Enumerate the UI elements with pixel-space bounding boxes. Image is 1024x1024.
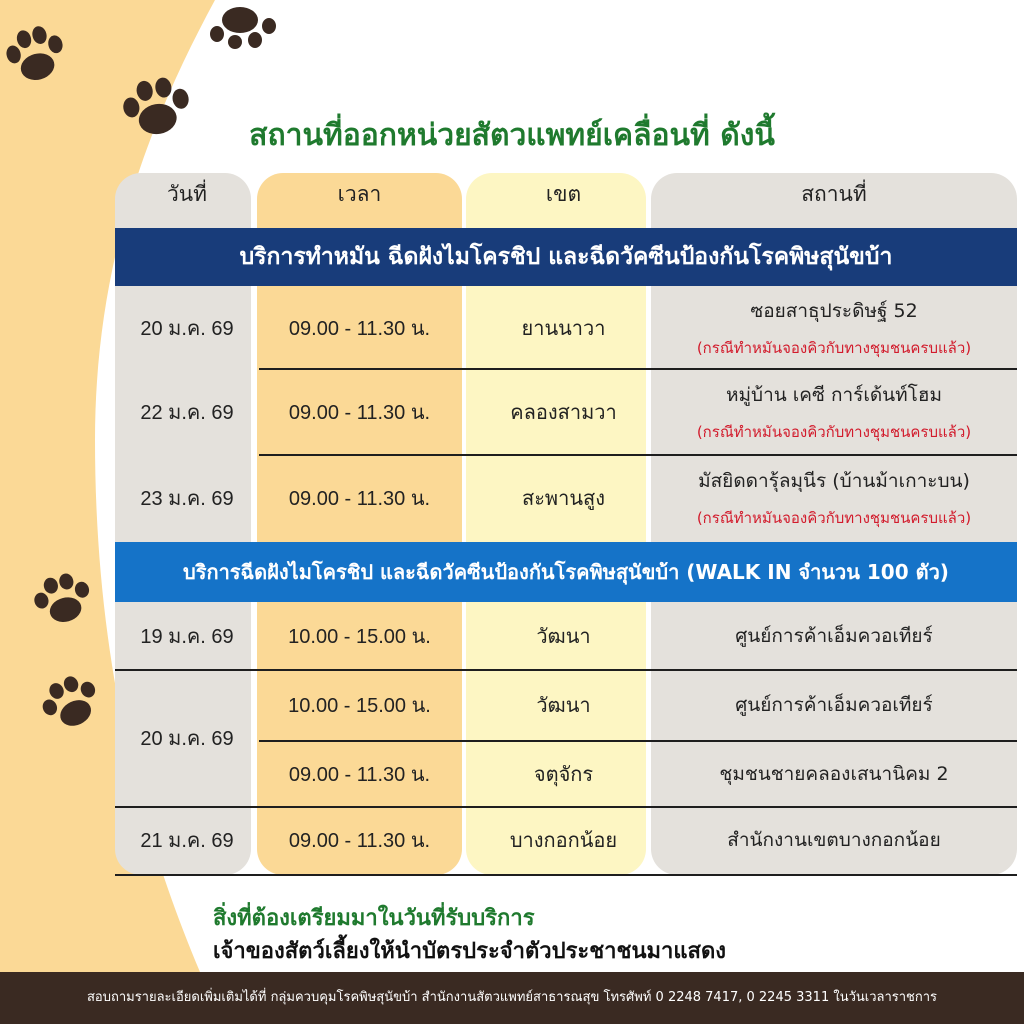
- place-name: มัสยิดดารุ้ลมุนีร (บ้านม้าเกาะบน): [698, 470, 970, 492]
- place-note: (กรณีทำหมันจองคิวกับทางชุมชนครบแล้ว): [696, 339, 972, 357]
- row-zone: บางกอกน้อย: [509, 828, 618, 852]
- row-date: 22 ม.ค. 69: [140, 402, 234, 424]
- row-time: 10.00 - 15.00 น.: [288, 626, 431, 648]
- row-zone: ยานนาวา: [521, 316, 606, 340]
- row-date: 20 ม.ค. 69: [140, 728, 234, 750]
- section1-title: บริการทำหมัน ฉีดฝังไมโครชิป และฉีดวัคซีนป้องกันโรคพิษสุนัขบ้า: [115, 228, 1017, 286]
- row-date: 21 ม.ค. 69: [140, 830, 234, 852]
- paw-print-icon: [205, 0, 280, 50]
- row-place: [651, 456, 1017, 540]
- row-time: 09.00 - 11.30 น.: [288, 764, 431, 786]
- row-place: [651, 370, 1017, 454]
- row-date: 20 ม.ค. 69: [140, 318, 234, 340]
- row-time: 09.00 - 11.30 น.: [288, 830, 431, 852]
- row-place: ศูนย์การค้าเอ็มควอเทียร์: [735, 625, 933, 647]
- row-time: 10.00 - 15.00 น.: [288, 695, 431, 717]
- row-time: 09.00 - 11.30 น.: [288, 488, 431, 510]
- paw-print-icon: [30, 570, 96, 630]
- row-zone: สะพานสูง: [521, 486, 605, 510]
- column-header-time: เวลา: [337, 182, 382, 206]
- row-place: ชุมชนชายคลองเสนานิคม 2: [719, 763, 949, 785]
- place-name: ซอยสาธุประดิษฐ์ 52: [750, 300, 918, 322]
- row-date: 19 ม.ค. 69: [140, 626, 234, 648]
- row-time: 09.00 - 11.30 น.: [288, 402, 431, 424]
- column-header-date: วันที่: [167, 182, 207, 206]
- place-note: (กรณีทำหมันจองคิวกับทางชุมชนครบแล้ว): [696, 423, 972, 441]
- prepare-title: สิ่งที่ต้องเตรียมมาในวันที่รับบริการ: [213, 906, 535, 931]
- row-place: [651, 288, 1017, 368]
- row-zone: วัฒนา: [536, 624, 591, 648]
- section2-title: บริการฉีดฝังไมโครชิป และฉีดวัคซีนป้องกันโรคพิษสุนัขบ้า (WALK IN จำนวน 100 ตัว): [115, 542, 1017, 602]
- row-place: ศูนย์การค้าเอ็มควอเทียร์: [735, 694, 933, 716]
- row-zone: จตุจักร: [533, 762, 594, 786]
- row-date: 23 ม.ค. 69: [140, 488, 234, 510]
- footer-contact: สอบถามรายละเอียดเพิ่มเติมได้ที่ กลุ่มควบคุมโรคพิษสุนัขบ้า สำนักงานสัตวแพทย์สาธารณสุข โทรศัพท์ 0 2248 7417, 0 2245 3311 ในวันเวลาราชการ: [0, 972, 1024, 1024]
- table-bottom-line: [115, 874, 1017, 876]
- prepare-text: เจ้าของสัตว์เลี้ยงให้นำบัตรประจำตัวประชาชนมาแสดง: [213, 939, 726, 964]
- row-time: 09.00 - 11.30 น.: [288, 318, 431, 340]
- row-zone: คลองสามวา: [510, 400, 617, 424]
- column-header-zone: เขต: [545, 182, 582, 206]
- paw-print-icon: [0, 22, 70, 92]
- row-zone: วัฒนา: [536, 693, 591, 717]
- page-title: สถานที่ออกหน่วยสัตวแพทย์เคลื่อนที่ ดังนี้: [249, 118, 775, 153]
- place-note: (กรณีทำหมันจองคิวกับทางชุมชนครบแล้ว): [696, 509, 972, 527]
- column-header-place: สถานที่: [801, 182, 867, 206]
- place-name: หมู่บ้าน เคซี การ์เด้นท์โฮม: [726, 384, 942, 406]
- row-place: สำนักงานเขตบางกอกน้อย: [727, 829, 941, 851]
- paw-print-icon: [38, 672, 104, 734]
